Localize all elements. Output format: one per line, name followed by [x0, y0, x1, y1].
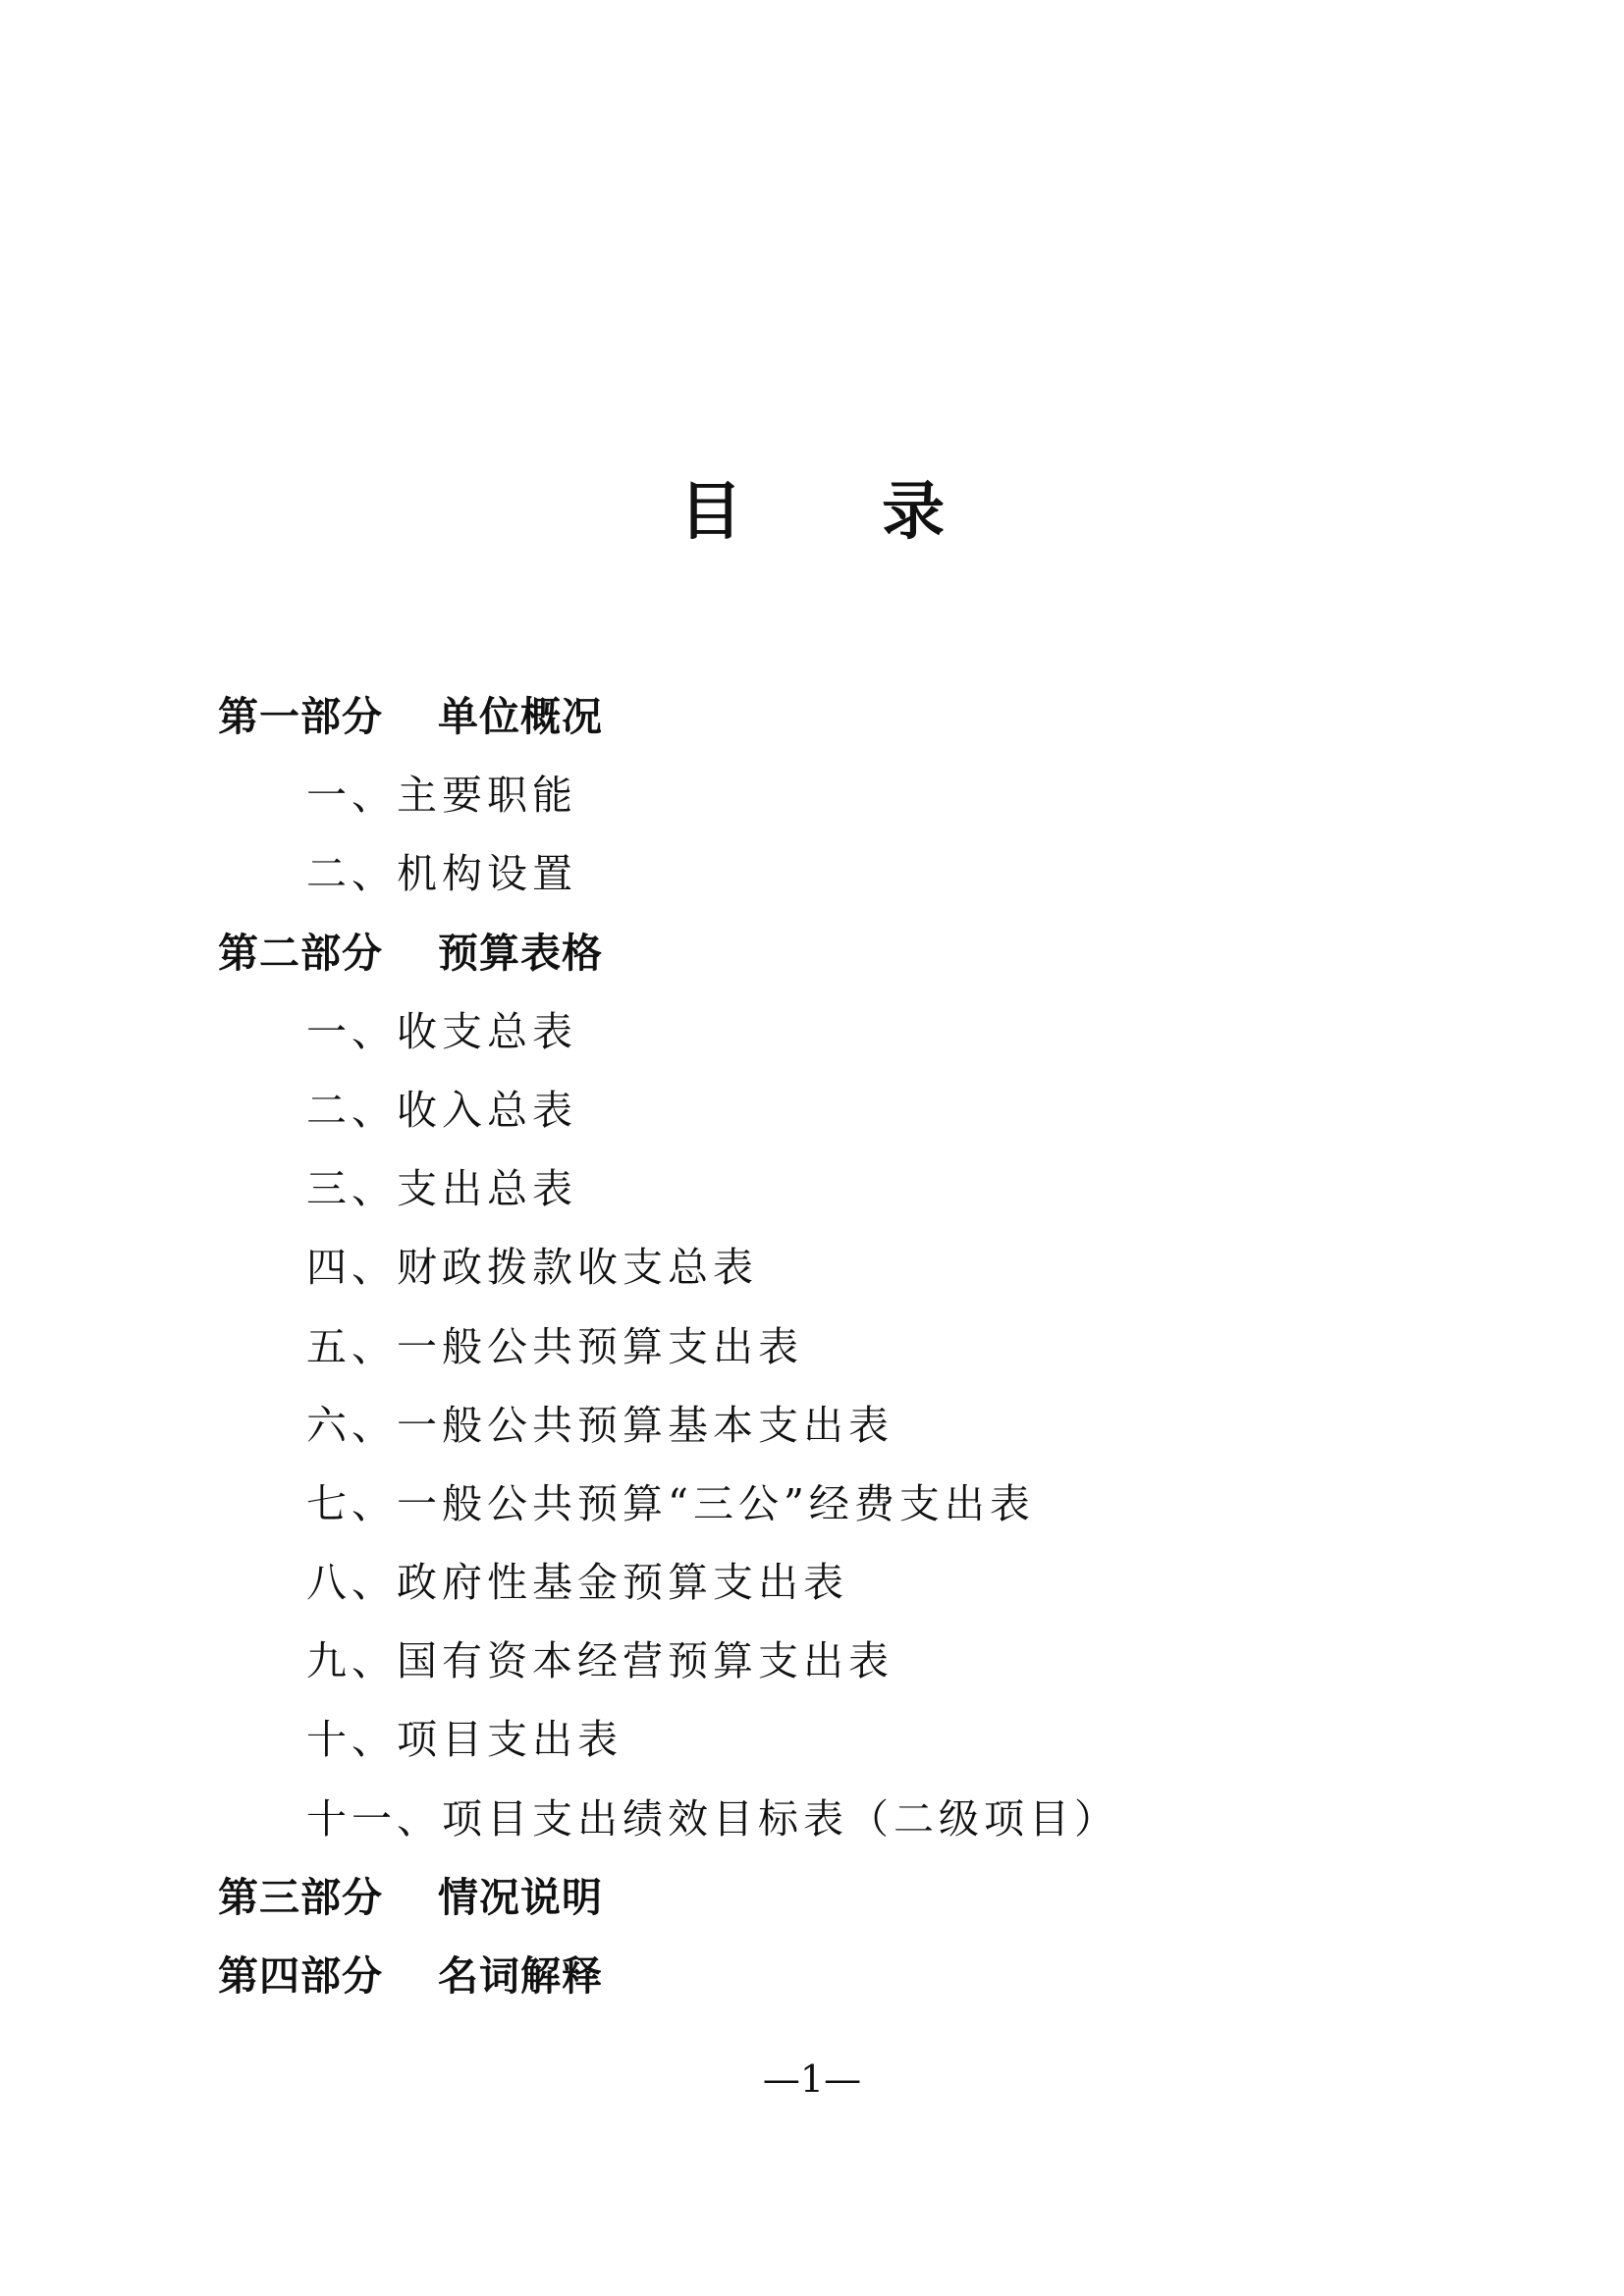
toc-part-entry[interactable]: [218, 677, 1445, 756]
toc-section-label: 十、项目支出表: [306, 1716, 623, 1764]
toc-section-entry[interactable]: [218, 756, 1445, 834]
toc-section-label: 一、收支总表: [306, 1007, 577, 1055]
toc-section-entry[interactable]: [218, 1780, 1445, 1858]
table-of-contents: [218, 677, 1445, 2015]
toc-section-entry[interactable]: [218, 1543, 1445, 1622]
toc-section-label: 二、机构设置: [306, 850, 577, 898]
toc-part-entry[interactable]: [218, 1858, 1445, 1937]
page-title: 目 录: [678, 475, 1004, 549]
toc-section-entry[interactable]: [218, 1465, 1445, 1543]
toc-part-number: 第三部分: [218, 1873, 383, 1921]
toc-section-label: 八、政府性基金预算支出表: [306, 1559, 848, 1607]
toc-section-label: 四、财政拨款收支总表: [306, 1244, 758, 1292]
toc-section-entry[interactable]: [218, 1228, 1445, 1307]
toc-section-label: 二、收入总表: [306, 1086, 577, 1134]
toc-part-number: 第一部分: [218, 693, 383, 740]
toc-section-label: 七、一般公共预算“三公”经费支出表: [306, 1479, 1035, 1527]
toc-section-label: 六、一般公共预算基本支出表: [306, 1401, 893, 1449]
toc-part-entry[interactable]: [218, 1937, 1445, 2015]
toc-section-entry[interactable]: [218, 1386, 1445, 1465]
toc-part-title: 预算表格: [438, 929, 603, 977]
toc-section-entry[interactable]: [218, 1700, 1445, 1779]
toc-section-label: 三、支出总表: [306, 1165, 577, 1213]
toc-section-label: 十一、项目支出绩效目标表（二级项目）: [306, 1794, 1119, 1842]
page-number: —1—: [762, 2057, 862, 2101]
toc-section-entry[interactable]: [218, 992, 1445, 1071]
toc-part-title: 单位概况: [438, 693, 603, 740]
toc-part-title: 名词解释: [438, 1952, 603, 2000]
toc-part-number: 第二部分: [218, 929, 383, 977]
toc-section-entry[interactable]: [218, 1308, 1445, 1386]
toc-part-title: 情况说明: [438, 1873, 603, 1921]
toc-section-label: 九、国有资本经营预算支出表: [306, 1637, 893, 1685]
toc-part-entry[interactable]: [218, 914, 1445, 992]
toc-part-number: 第四部分: [218, 1952, 383, 2000]
toc-section-entry[interactable]: [218, 1622, 1445, 1700]
toc-section-entry[interactable]: [218, 1149, 1445, 1228]
toc-section-label: 一、主要职能: [306, 772, 577, 820]
toc-section-label: 五、一般公共预算支出表: [306, 1322, 803, 1370]
toc-section-entry[interactable]: [218, 834, 1445, 913]
toc-section-entry[interactable]: [218, 1071, 1445, 1149]
